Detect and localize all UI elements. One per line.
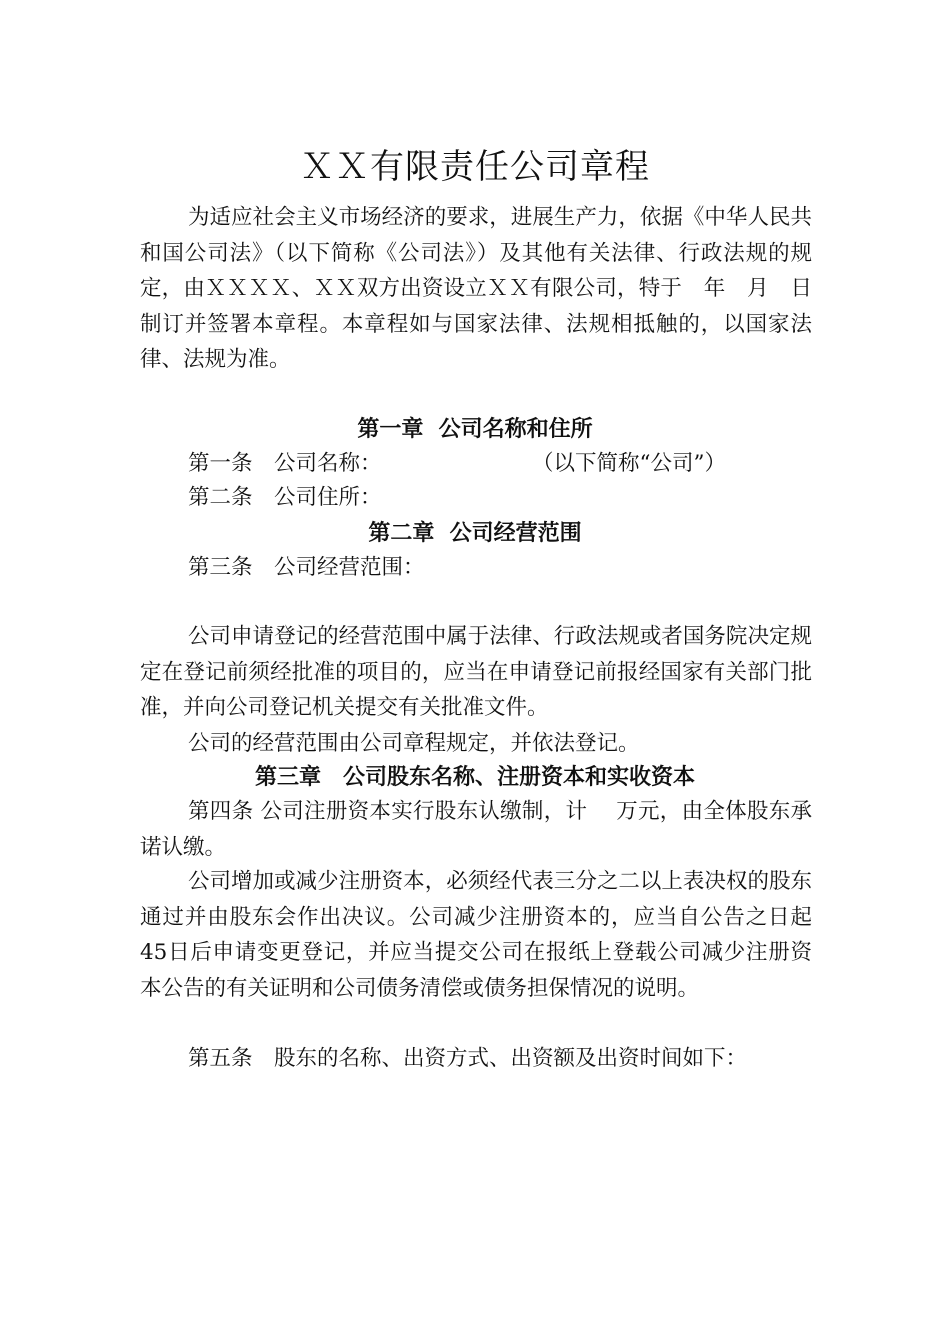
chapter-2-heading: 第二章 公司经营范围 [368,520,582,546]
article-5: 第五条 股东的名称、出资方式、出资额及出资时间如下： [188,1046,748,1071]
preamble-paragraph: 为适应社会主义市场经济的要求，进展生产力，依据《中华人民共和国公司法》（以下简称《公司法》）及其他有关法律、行政法规的规定，由ＸＸＸＸ、ＸＸ双方出资设立ＸＸ有限公司，特于 年 月 日制订并签署本章程。本章程如与国家法律、法规相抵触的，以国家法律、法规为准。 [140,205,812,372]
chapter-3-heading: 第三章 公司股东名称、注册资本和实收资本 [254,764,695,790]
chapter-2-paragraph-2: 公司的经营范围由公司章程规定，并依法登记。 [188,731,640,756]
article-4: 第四条 公司注册资本实行股东认缴制，计 万元，由全体股东承诺认缴。 [140,799,812,860]
chapter-3-paragraph-1: 公司增加或减少注册资本，必须经代表三分之二以上表决权的股东通过并由股东会作出决议。公司减少注册资本的，应当自公告之日起45日后申请变更登记，并应当提交公司在报纸上登载公司减少注册资本公告的有关证明和公司债务清偿或债务担保情况的说明。 [140,869,812,1001]
article-1: 第一条 公司名称： （以下简称“公司”） [188,451,726,476]
document-title: ＸＸ有限责任公司章程 [300,147,650,187]
chapter-2-paragraph-1: 公司申请登记的经营范围中属于法律、行政法规或者国务院决定规定在登记前须经批准的项目的，应当在申请登记前报经国家有关部门批准，并向公司登记机关提交有关批准文件。 [140,624,812,720]
chapter-1-heading: 第一章 公司名称和住所 [357,416,593,442]
article-3: 第三条 公司经营范围： [188,555,425,580]
article-2: 第二条 公司住所： [188,485,382,510]
